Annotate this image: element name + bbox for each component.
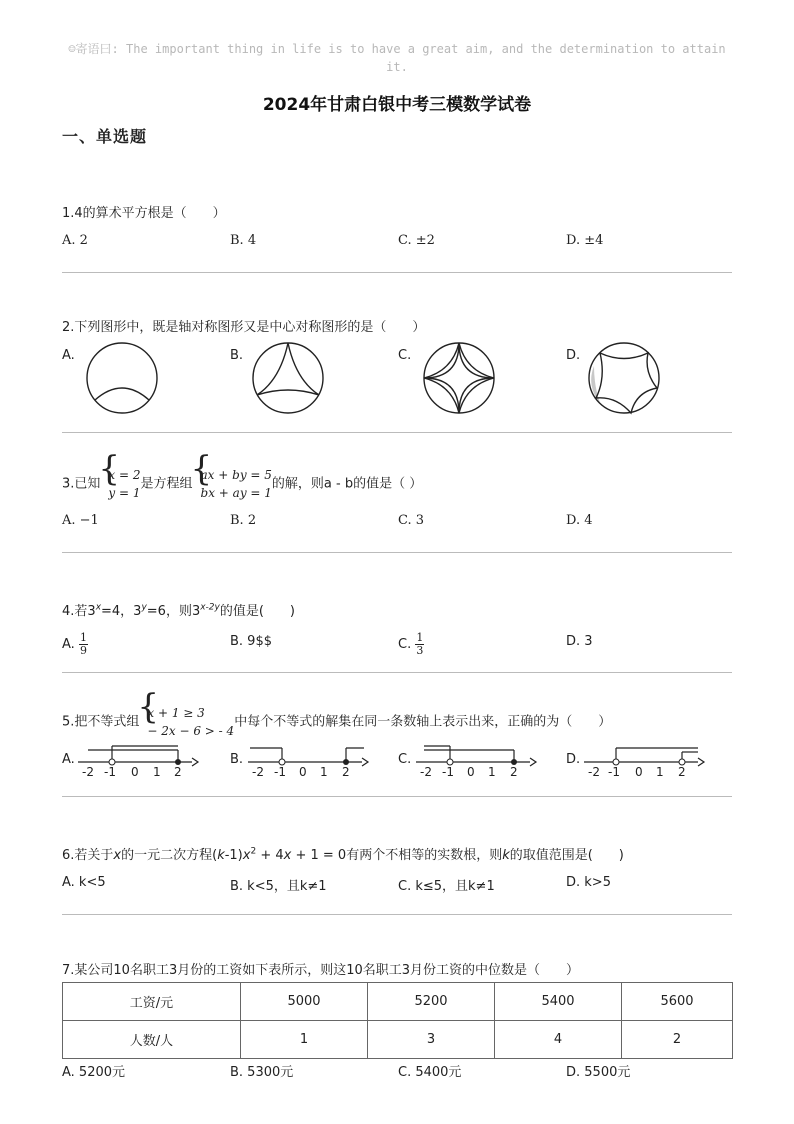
denominator: 3 (416, 644, 424, 657)
q5-inequality-1: { x + 1 ≥ 3 (147, 706, 205, 720)
q5-inequality-2: − 2x − 6 > - 4 (147, 724, 235, 738)
tick-label: 2 (342, 765, 350, 779)
q5-option-b-label[interactable]: B. (230, 752, 244, 767)
tick-label: 2 (678, 765, 686, 779)
q3-solution-x: { x = 2 (108, 468, 141, 482)
tick-label: 2 (510, 765, 518, 779)
section-heading: 一、单选题 (62, 127, 148, 146)
question-1-stem: 1.4的算术平方根是（ ） (62, 206, 226, 221)
q5-suffix: 中每个不等式的解集在同一条数轴上表示出来，正确的为（ ） (234, 714, 612, 730)
q5-option-c-label[interactable]: C. (398, 752, 412, 767)
question-4-stem (62, 600, 295, 619)
q7-option-d[interactable]: D. 5500元 (566, 1065, 631, 1080)
question-7-stem: 7.某公司10名职工3月份的工资如下表所示，则这10名职工3月份工资的中位数是（ ） (62, 963, 580, 978)
question-6-options (62, 875, 732, 897)
divider (62, 272, 732, 273)
figure-b-curved-triangle[interactable] (250, 340, 330, 420)
q3-prefix: 3.已知 (62, 476, 101, 492)
q7-option-b[interactable]: B. 5300元 (230, 1065, 294, 1080)
q3-equation-2: bx + ay = 1 (200, 486, 272, 500)
table-cell: 1 (241, 1021, 368, 1059)
q4-option-c-label: C. (398, 637, 412, 652)
q6-option-c[interactable]: C. k≤5，且k≠1 (398, 879, 495, 894)
q4-option-c-fraction (415, 632, 424, 657)
q6-variable: x (283, 848, 292, 863)
motto (0, 40, 794, 76)
q6-option-d[interactable]: D. k>5 (566, 875, 611, 890)
q4-option-a[interactable] (62, 632, 88, 657)
q6-variable: x (113, 848, 122, 863)
tick-label: 2 (174, 765, 182, 779)
divider (62, 432, 732, 433)
q3-solution-y: y = 1 (108, 486, 141, 500)
question-6-stem (62, 844, 624, 863)
number-line-b[interactable] (246, 742, 370, 780)
denominator: 9 (79, 644, 87, 657)
q3-option-a[interactable]: A. −1 (62, 513, 99, 528)
question-5-stem (62, 704, 611, 740)
q7-option-c[interactable]: C. 5400元 (398, 1065, 462, 1080)
q2-option-c[interactable]: C. (398, 348, 412, 363)
number-line-a[interactable] (76, 742, 200, 780)
table-row (63, 983, 733, 1021)
q4-option-b[interactable]: B. 9$$ (230, 634, 272, 649)
q3-option-d[interactable]: D. 4 (566, 513, 593, 528)
motto-line-2: it. (386, 60, 408, 74)
q6-option-b[interactable]: B. k<5，且k≠1 (230, 879, 327, 894)
q4-text: 的值是( ) (219, 604, 296, 619)
question-1-options (62, 233, 732, 255)
q2-option-a[interactable]: A. (62, 348, 75, 363)
numerator: 1 (416, 631, 424, 644)
q2-option-b[interactable]: B. (230, 348, 244, 363)
q5-option-a-label[interactable]: A. (62, 752, 75, 767)
q4-option-d[interactable]: D. 3 (566, 634, 593, 649)
q6-option-a[interactable]: A. k<5 (62, 875, 106, 890)
wage-table (62, 982, 733, 1059)
table-cell: 4 (495, 1021, 622, 1059)
q6-text: 的取值范围是( ) (509, 848, 624, 863)
divider (62, 914, 732, 915)
divider (62, 796, 732, 797)
q3-option-b[interactable]: B. 2 (230, 513, 257, 528)
tick-label: 0 (131, 765, 139, 779)
q3-solution-system (100, 466, 140, 502)
tick-label: 0 (635, 765, 643, 779)
q4-option-a-fraction (79, 632, 88, 657)
question-3-stem (62, 466, 422, 502)
table-cell: 3 (368, 1021, 495, 1059)
tick-label: -2 (82, 765, 94, 779)
tick-label: 0 (299, 765, 307, 779)
table-cell: 人数/人 (63, 1021, 241, 1059)
q3-middle: 是方程组 (140, 476, 193, 492)
figure-a-circle-arc[interactable] (84, 340, 164, 420)
tick-label: -2 (420, 765, 432, 779)
q4-option-a-label: A. (62, 637, 75, 652)
q4-text: =4，3 (101, 604, 142, 619)
table-cell: 5400 (495, 983, 622, 1021)
q4-exponent: y (141, 602, 147, 613)
tick-label: -1 (274, 765, 286, 779)
figure-c-four-point-star[interactable] (421, 340, 501, 420)
number-line-d[interactable] (582, 742, 706, 780)
tick-label: -2 (252, 765, 264, 779)
q6-variable: k (217, 848, 225, 863)
tick-label: 1 (153, 765, 161, 779)
q1-option-a[interactable]: A. 2 (62, 233, 88, 248)
q6-text: + 4 (256, 848, 284, 863)
table-cell: 5600 (622, 983, 733, 1021)
table-cell: 工资/元 (63, 983, 241, 1021)
q6-variable: x (242, 848, 251, 863)
q5-prefix: 5.把不等式组 (62, 714, 140, 730)
tick-label: 0 (467, 765, 475, 779)
page-title: 2024年甘肃白银中考三模数学试卷 (262, 95, 532, 115)
motto-line-1: ☺寄语曰: The important thing in life is to have a great aim, and the determination to attain (68, 42, 726, 56)
table-cell: 5200 (368, 983, 495, 1021)
number-line-d-ticks (588, 765, 686, 779)
tick-label: 1 (320, 765, 328, 779)
divider (62, 672, 732, 673)
number-line-b-ticks (252, 765, 350, 779)
tick-label: 1 (488, 765, 496, 779)
number-line-c[interactable] (414, 742, 538, 780)
q3-suffix: 的解，则a - b的值是（ ） (271, 476, 423, 492)
figure-d-curved-pentagon[interactable] (586, 340, 666, 420)
q6-text: + 1 = 0有两个不相等的实数根，则 (291, 848, 503, 863)
tick-label: 1 (656, 765, 664, 779)
q1-option-b[interactable]: B. 4 (230, 233, 257, 248)
q7-option-a[interactable]: A. 5200元 (62, 1065, 126, 1080)
table-cell: 2 (622, 1021, 733, 1059)
table-row (63, 1021, 733, 1059)
q4-exponent: x-2y (200, 602, 220, 613)
q4-exponent: x (95, 602, 102, 613)
q6-text: -1) (224, 848, 243, 863)
tick-label: -1 (608, 765, 620, 779)
q3-option-c[interactable]: C. 3 (398, 513, 425, 528)
q4-option-c[interactable] (398, 632, 424, 657)
q1-option-d[interactable]: D. ±4 (566, 233, 604, 248)
question-4-options (62, 628, 732, 658)
question-7-options (62, 1061, 732, 1083)
q2-option-d[interactable]: D. (566, 348, 581, 363)
q6-text: 的一元二次方程( (121, 848, 218, 863)
tick-label: -1 (442, 765, 454, 779)
q1-option-c[interactable]: C. ±2 (398, 233, 435, 248)
question-3-options (62, 513, 732, 535)
q5-inequality-system (139, 704, 234, 740)
q4-text: =6，则3 (146, 604, 201, 619)
question-2-stem: 2.下列图形中，既是轴对称图形又是中心对称图形的是（ ） (62, 320, 426, 335)
q5-option-d-label[interactable]: D. (566, 752, 581, 767)
q6-text: 6.若关于 (62, 848, 114, 863)
q4-text: 4.若3 (62, 604, 96, 619)
tick-label: -2 (588, 765, 600, 779)
q6-variable: k (502, 848, 510, 863)
divider (62, 552, 732, 553)
q3-equation-system (193, 466, 272, 502)
tick-label: -1 (104, 765, 116, 779)
number-line-a-ticks (82, 765, 182, 779)
q6-exponent: 2 (250, 846, 257, 857)
numerator: 1 (79, 631, 87, 644)
number-line-c-ticks (420, 765, 518, 779)
table-cell: 5000 (241, 983, 368, 1021)
q3-equation-1: { ax + by = 5 (200, 468, 272, 482)
